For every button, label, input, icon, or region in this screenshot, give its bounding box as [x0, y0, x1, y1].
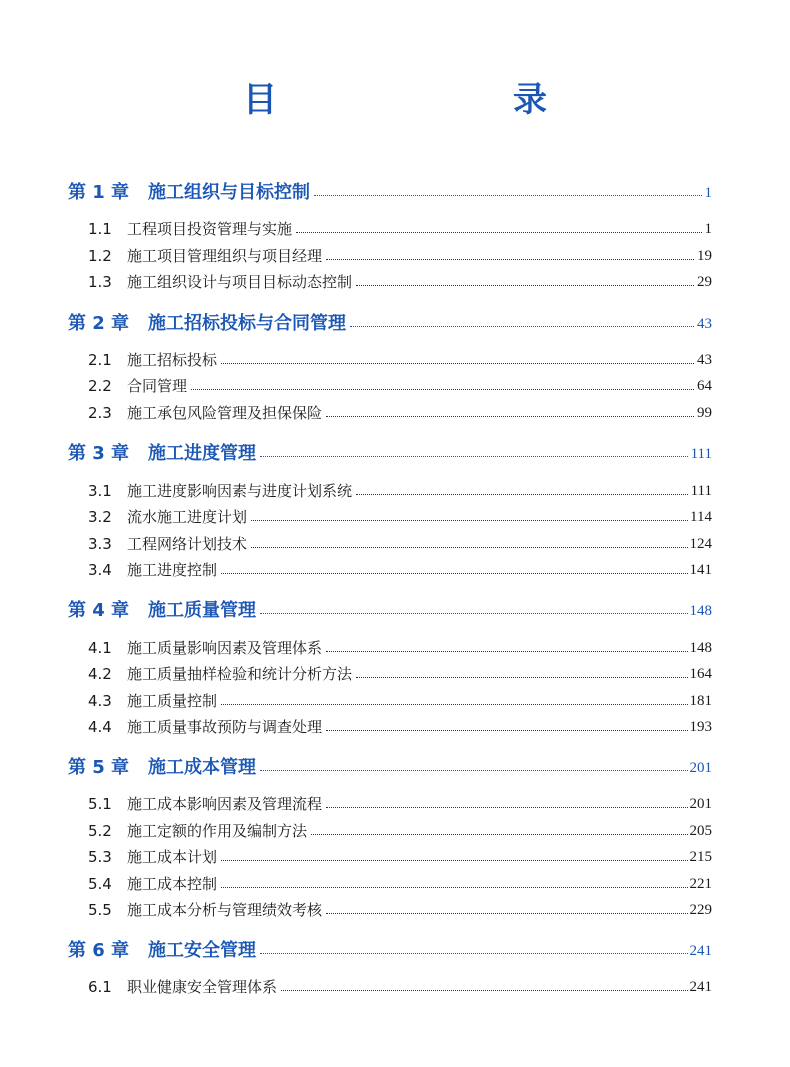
dot-leader [221, 363, 710, 364]
section-title: 施工成本计划 [127, 844, 219, 870]
section-title: 施工质量抽样检验和统计分析方法 [127, 661, 354, 687]
dot-leader [356, 285, 710, 286]
toc-section-entry[interactable] [0, 635, 790, 661]
section-title: 施工定额的作用及编制方法 [127, 818, 309, 844]
section-number: 5.4 [88, 875, 112, 893]
dot-leader [326, 807, 710, 808]
chapter-title: 施工组织与目标控制 [148, 180, 312, 206]
section-number: 5.2 [88, 822, 112, 840]
section-title: 施工招标投标 [127, 347, 219, 373]
chapter-number: 第 3 章 [68, 443, 130, 464]
page-number: 181 [688, 688, 713, 714]
dot-leader [326, 651, 710, 652]
dot-leader [356, 677, 710, 678]
section-title: 施工成本控制 [127, 871, 219, 897]
toc-section-entry[interactable] [0, 844, 790, 870]
section-number: 3.3 [88, 535, 112, 553]
dot-leader [251, 547, 710, 548]
section-number: 6.1 [88, 978, 112, 996]
page-number: 148 [688, 635, 713, 661]
section-number: 2.1 [88, 351, 112, 369]
section-number: 1.1 [88, 220, 112, 238]
section-title: 施工进度控制 [127, 557, 219, 583]
section-number: 3.1 [88, 482, 112, 500]
section-title: 施工质量事故预防与调查处理 [127, 714, 324, 740]
toc-chapter-entry[interactable] [0, 938, 790, 964]
dot-leader [326, 416, 710, 417]
section-number: 1.2 [88, 247, 112, 265]
dot-leader [260, 953, 710, 954]
chapter-title: 施工质量管理 [148, 598, 258, 624]
section-title: 施工质量控制 [127, 688, 219, 714]
section-title: 施工成本影响因素及管理流程 [127, 791, 324, 817]
page-number: 114 [688, 504, 712, 530]
page-number: 111 [689, 478, 712, 504]
chapter-title: 施工招标投标与合同管理 [148, 311, 348, 337]
section-number: 4.3 [88, 692, 112, 710]
section-title: 合同管理 [127, 373, 189, 399]
section-number: 4.1 [88, 639, 112, 657]
dot-leader [296, 232, 710, 233]
dot-leader [311, 834, 710, 835]
toc-section-entry[interactable] [0, 661, 790, 687]
toc-section-entry[interactable] [0, 269, 790, 295]
section-number: 4.2 [88, 665, 112, 683]
page-number: 1 [703, 180, 713, 206]
section-number: 3.2 [88, 508, 112, 526]
page-number: 19 [695, 243, 712, 269]
page-number: 164 [688, 661, 713, 687]
chapter-number: 第 2 章 [68, 313, 130, 334]
page-number: 201 [688, 755, 713, 781]
toc-section-entry[interactable] [0, 818, 790, 844]
toc-section-entry[interactable] [0, 216, 790, 242]
toc-section-entry[interactable] [0, 688, 790, 714]
section-title: 施工项目管理组织与项目经理 [127, 243, 324, 269]
dot-leader [191, 389, 710, 390]
page-number: 141 [688, 557, 713, 583]
page-number: 29 [695, 269, 712, 295]
dot-leader [314, 195, 710, 196]
toc-chapter-entry[interactable] [0, 755, 790, 781]
toc-section-entry[interactable] [0, 897, 790, 923]
dot-leader [326, 913, 710, 914]
dot-leader [260, 456, 710, 457]
section-title: 流水施工进度计划 [127, 504, 249, 530]
dot-leader [350, 326, 710, 327]
chapter-title: 施工安全管理 [148, 938, 258, 964]
chapter-number: 第 1 章 [68, 182, 130, 203]
section-number: 5.3 [88, 848, 112, 866]
section-title: 施工承包风险管理及担保保险 [127, 400, 324, 426]
section-title: 施工质量影响因素及管理体系 [127, 635, 324, 661]
section-title: 施工成本分析与管理绩效考核 [127, 897, 324, 923]
dot-leader [221, 704, 710, 705]
dot-leader [281, 990, 710, 991]
page-title: 目 录 [243, 80, 603, 120]
toc-section-entry[interactable] [0, 871, 790, 897]
chapter-number: 第 6 章 [68, 940, 130, 961]
page-number: 201 [688, 791, 713, 817]
toc-section-entry[interactable] [0, 531, 790, 557]
page-number: 241 [688, 974, 713, 1000]
toc-chapter-entry[interactable] [0, 180, 790, 206]
section-title: 工程项目投资管理与实施 [127, 216, 294, 242]
section-number: 5.5 [88, 901, 112, 919]
page-number: 241 [688, 938, 713, 964]
page-number: 124 [688, 531, 713, 557]
page-number: 215 [688, 844, 713, 870]
dot-leader [221, 860, 710, 861]
section-title: 职业健康安全管理体系 [127, 974, 279, 1000]
toc-section-entry[interactable] [0, 400, 790, 426]
toc-section-entry[interactable] [0, 478, 790, 504]
page-number: 148 [688, 598, 713, 624]
page-number: 221 [688, 871, 713, 897]
section-title: 施工进度影响因素与进度计划系统 [127, 478, 354, 504]
toc-section-entry[interactable] [0, 557, 790, 583]
dot-leader [221, 573, 710, 574]
page-number: 64 [695, 373, 712, 399]
page-number: 193 [688, 714, 713, 740]
section-title: 施工组织设计与项目目标动态控制 [127, 269, 354, 295]
chapter-title: 施工进度管理 [148, 441, 258, 467]
toc-section-entry[interactable] [0, 243, 790, 269]
section-number: 1.3 [88, 273, 112, 291]
section-title: 工程网络计划技术 [127, 531, 249, 557]
dot-leader [356, 494, 710, 495]
toc-chapter-entry[interactable] [0, 311, 790, 337]
toc-section-entry[interactable] [0, 504, 790, 530]
toc-chapter-entry[interactable] [0, 441, 790, 467]
toc-section-entry[interactable] [0, 714, 790, 740]
dot-leader [260, 613, 710, 614]
dot-leader [221, 887, 710, 888]
section-number: 2.3 [88, 404, 112, 422]
page-number: 229 [688, 897, 713, 923]
dot-leader [326, 730, 710, 731]
chapter-title: 施工成本管理 [148, 755, 258, 781]
toc-section-entry[interactable] [0, 974, 790, 1000]
page-number: 43 [695, 311, 712, 337]
section-number: 2.2 [88, 377, 112, 395]
dot-leader [251, 520, 710, 521]
section-number: 3.4 [88, 561, 112, 579]
section-number: 5.1 [88, 795, 112, 813]
toc-section-entry[interactable] [0, 791, 790, 817]
dot-leader [260, 770, 710, 771]
chapter-number: 第 5 章 [68, 757, 130, 778]
toc-section-entry[interactable] [0, 347, 790, 373]
dot-leader [326, 259, 710, 260]
page-number: 99 [695, 400, 712, 426]
page-number: 43 [695, 347, 712, 373]
page-number: 111 [689, 441, 712, 467]
page-number: 1 [703, 216, 713, 242]
section-number: 4.4 [88, 718, 112, 736]
chapter-number: 第 4 章 [68, 600, 130, 621]
toc-section-entry[interactable] [0, 373, 790, 399]
page-number: 205 [688, 818, 713, 844]
toc-chapter-entry[interactable] [0, 598, 790, 624]
